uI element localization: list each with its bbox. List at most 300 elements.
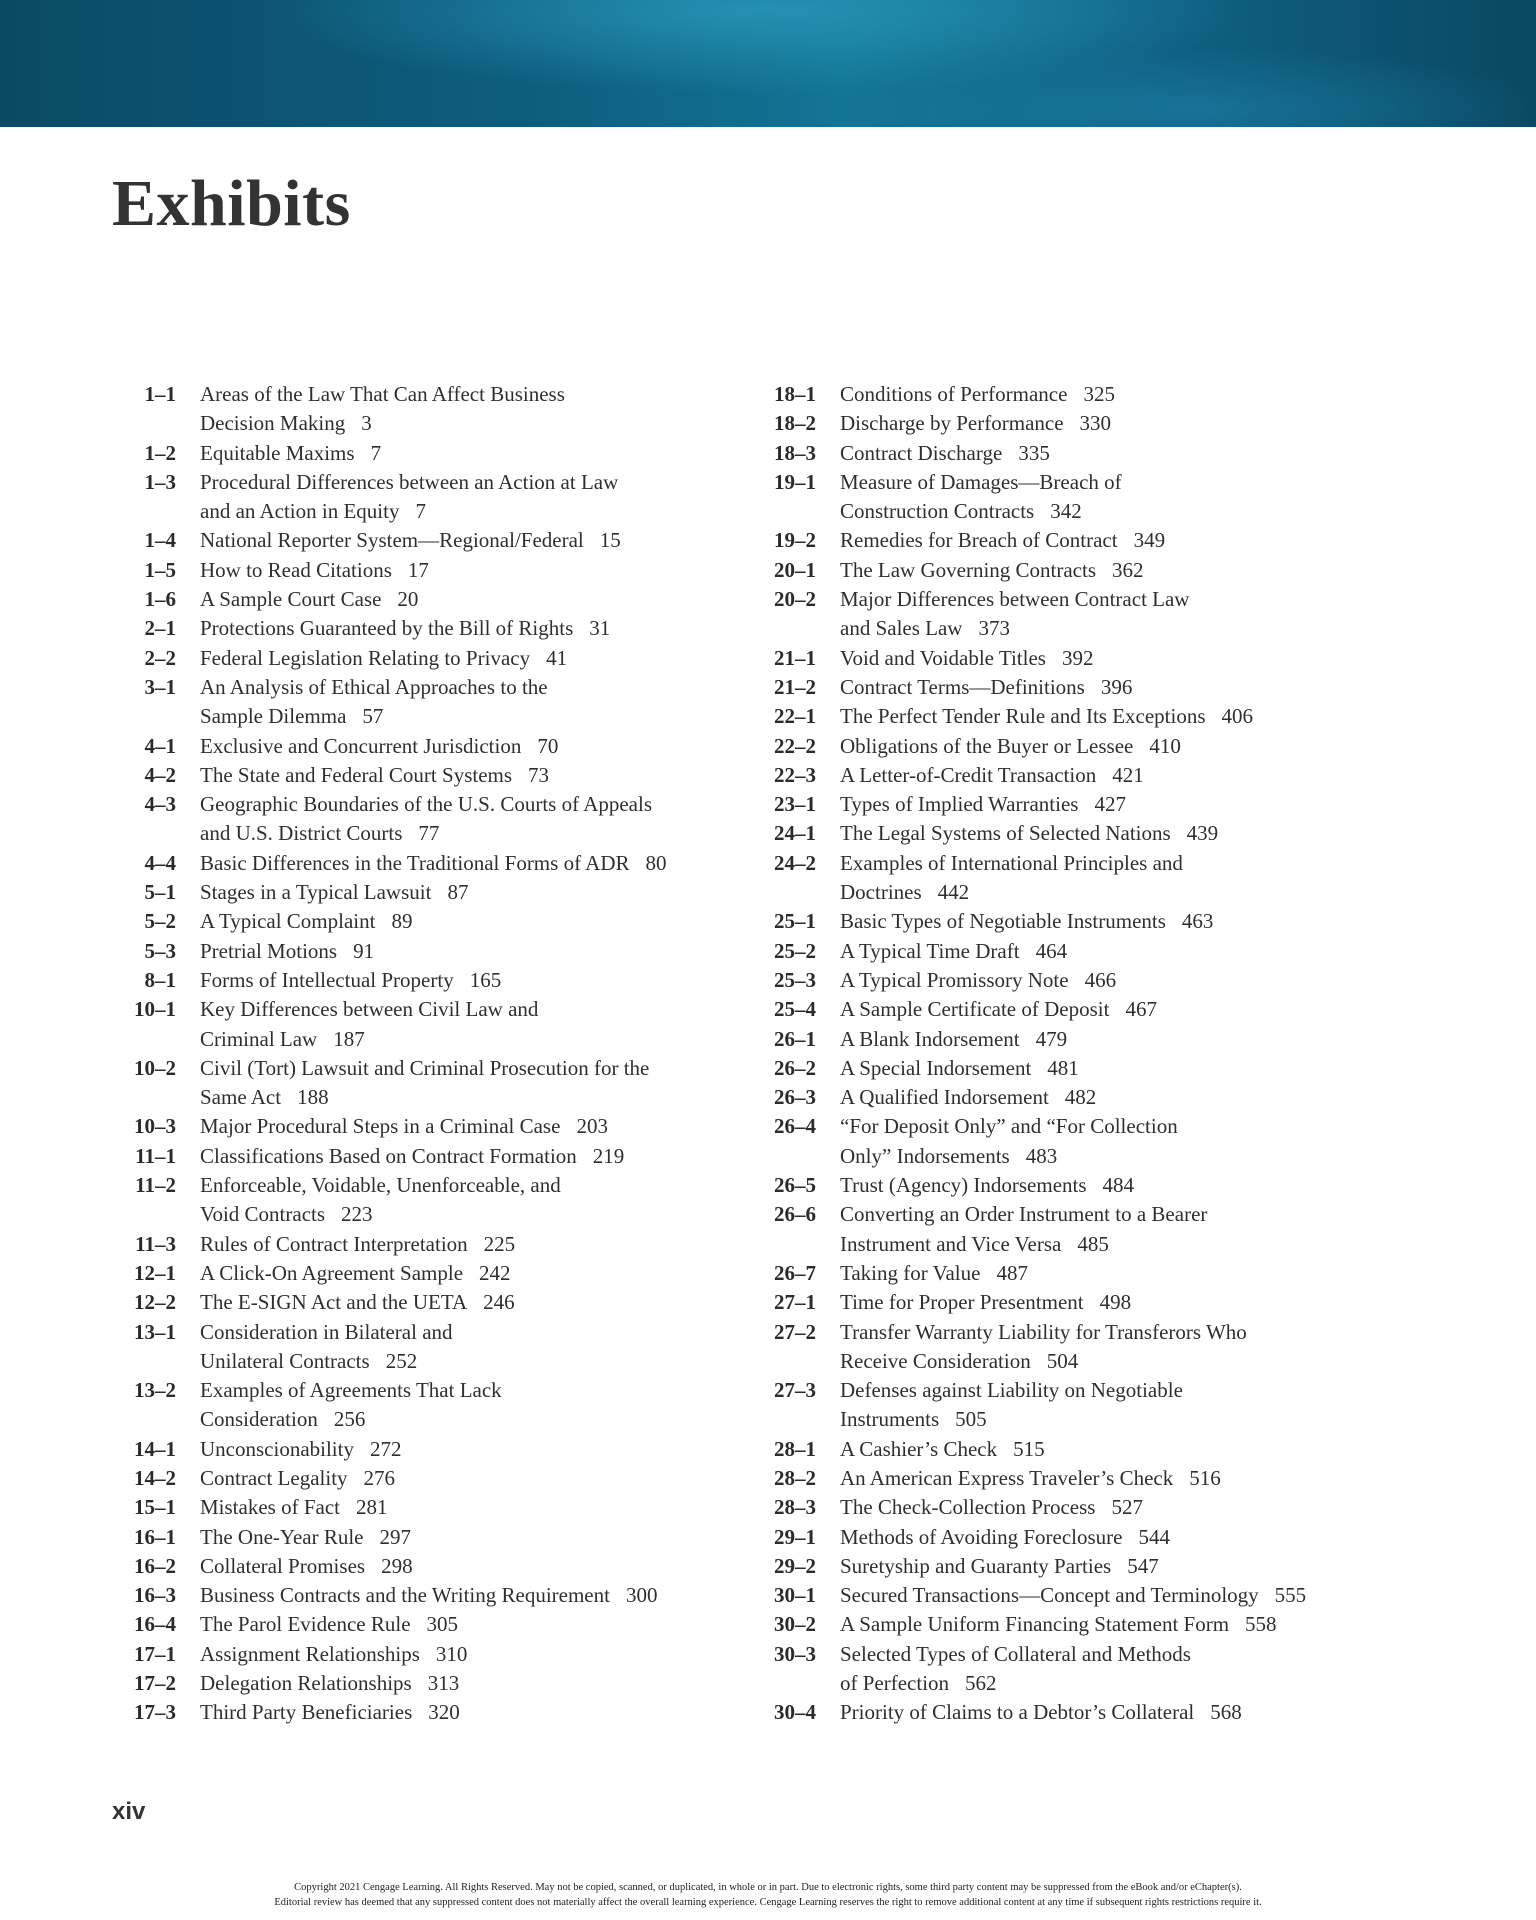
exhibit-title-line (200, 1376, 502, 1405)
exhibit-title (840, 702, 1253, 731)
exhibit-entry (112, 644, 712, 673)
exhibit-title-text: Stages in a Typical Lawsuit (200, 880, 432, 905)
exhibit-title-line (840, 732, 1181, 761)
exhibit-title-line (840, 761, 1144, 790)
exhibit-entry (112, 614, 712, 643)
exhibit-title-text: Major Procedural Steps in a Criminal Case (200, 1114, 561, 1139)
exhibit-number: 12–2 (134, 1290, 176, 1315)
exhibit-entry (752, 849, 1352, 908)
exhibit-title-line (200, 1435, 401, 1464)
exhibit-title-line (840, 644, 1093, 673)
exhibit-page-number: 20 (397, 587, 419, 612)
exhibit-title-line (840, 409, 1111, 438)
exhibit-entry (752, 1259, 1352, 1288)
exhibit-title (200, 1552, 413, 1581)
exhibit-title (200, 1669, 459, 1698)
exhibit-title-line (840, 1200, 1207, 1229)
exhibit-title-line (200, 1347, 453, 1376)
exhibit-page-number: 15 (599, 528, 621, 553)
exhibit-title (840, 1523, 1170, 1552)
exhibit-number: 18–2 (774, 411, 816, 436)
exhibit-number: 26–6 (774, 1202, 816, 1227)
exhibit-title (200, 1054, 649, 1113)
exhibit-title-text: Basic Types of Negotiable Instruments (840, 909, 1166, 934)
exhibit-entry (112, 585, 712, 614)
exhibit-title-text: Enforceable, Voidable, Unenforceable, and (200, 1173, 561, 1198)
exhibit-title-line (200, 1288, 515, 1317)
exhibit-title-text: Major Differences between Contract Law (840, 587, 1190, 612)
exhibit-title (840, 1640, 1191, 1699)
exhibit-page-number: 362 (1112, 557, 1144, 582)
exhibit-title-text: A Typical Complaint (200, 909, 376, 934)
exhibit-number: 4–3 (144, 792, 176, 817)
exhibit-title (200, 1171, 561, 1230)
exhibit-entry (112, 526, 712, 555)
exhibit-title (200, 526, 621, 555)
exhibit-title-line (840, 819, 1218, 848)
exhibit-number: 13–2 (134, 1378, 176, 1403)
exhibit-page-number: 442 (937, 880, 970, 905)
exhibit-title (840, 1435, 1045, 1464)
exhibit-title-line (200, 1610, 458, 1639)
exhibit-entry (112, 1464, 712, 1493)
exhibit-entry (112, 1259, 712, 1288)
exhibit-page-number: 467 (1125, 997, 1157, 1022)
exhibit-entry (112, 1698, 712, 1727)
exhibit-page-number: 484 (1102, 1173, 1135, 1198)
exhibit-entry (112, 1230, 712, 1259)
exhibit-page-number: 547 (1127, 1553, 1159, 1578)
exhibit-title-line (840, 439, 1050, 468)
exhibit-title-text: The Check-Collection Process (840, 1495, 1096, 1520)
exhibit-title-text: A Typical Time Draft (840, 938, 1020, 963)
exhibit-title-text: Classifications Based on Contract Formation (200, 1143, 577, 1168)
exhibit-page-number: 272 (369, 1436, 402, 1461)
exhibit-title-text: Forms of Intellectual Property (200, 967, 454, 992)
exhibit-title-text: “For Deposit Only” and “For Collection (840, 1114, 1178, 1139)
exhibit-entry (112, 937, 712, 966)
exhibit-page-number: 41 (546, 645, 568, 670)
exhibit-number: 11–2 (135, 1173, 176, 1198)
exhibit-page-number: 223 (341, 1202, 373, 1227)
exhibit-title-line (200, 1054, 649, 1083)
exhibit-title-line (840, 614, 1189, 643)
exhibit-title (840, 1552, 1159, 1581)
exhibit-entry (112, 439, 712, 468)
exhibit-entry (112, 907, 712, 936)
exhibit-title-line (840, 1523, 1170, 1552)
exhibit-title-line (840, 907, 1213, 936)
exhibit-title-line (840, 585, 1189, 614)
exhibit-title-text: National Reporter System—Regional/Federal (200, 528, 584, 553)
exhibit-title (200, 614, 610, 643)
exhibit-title (200, 1288, 515, 1317)
exhibit-title-line (840, 1464, 1221, 1493)
exhibit-entry (112, 1054, 712, 1113)
exhibit-title-text: Taking for Value (840, 1260, 981, 1285)
exhibit-page-number: 562 (965, 1671, 997, 1696)
exhibit-page-number: 481 (1047, 1055, 1079, 1080)
exhibit-number: 25–2 (774, 938, 816, 963)
exhibit-entry (112, 1640, 712, 1669)
exhibit-number: 26–4 (774, 1114, 816, 1139)
exhibit-entry (752, 1288, 1352, 1317)
exhibit-title-line (200, 1493, 387, 1522)
exhibit-number: 1–3 (144, 469, 176, 494)
exhibit-number: 25–1 (774, 909, 816, 934)
exhibit-number: 19–2 (774, 528, 816, 553)
exhibit-title-text: Methods of Avoiding Foreclosure (840, 1524, 1123, 1549)
exhibit-page-number: 421 (1112, 762, 1144, 787)
exhibit-entry (112, 966, 712, 995)
exhibit-entry (752, 439, 1352, 468)
exhibit-title-text: Contract Legality (200, 1465, 348, 1490)
exhibit-title (840, 439, 1050, 468)
exhibit-page-number: 349 (1133, 528, 1166, 553)
exhibit-page-number: 504 (1046, 1348, 1079, 1373)
exhibit-page-number: 396 (1100, 674, 1133, 699)
exhibit-title-line (200, 1640, 467, 1669)
exhibit-title-line (200, 1259, 511, 1288)
exhibit-title (840, 673, 1132, 702)
exhibit-title (200, 907, 412, 936)
exhibit-page-number: 498 (1099, 1290, 1132, 1315)
exhibit-title (840, 849, 1183, 908)
exhibit-title-line (200, 995, 538, 1024)
exhibit-title-text: Same Act (200, 1085, 282, 1110)
exhibit-title-text: Priority of Claims to a Debtor’s Collateral (840, 1700, 1195, 1725)
exhibit-title-text: Consideration in Bilateral and (200, 1319, 453, 1344)
exhibit-title-text: Examples of International Principles and (840, 850, 1183, 875)
exhibit-title-line (840, 1581, 1306, 1610)
page-number: xiv (112, 1798, 146, 1825)
exhibit-page-number: 256 (333, 1407, 366, 1432)
exhibit-title-line (840, 1054, 1079, 1083)
exhibit-entry (112, 1581, 712, 1610)
exhibit-number: 10–1 (134, 997, 176, 1022)
exhibit-title-text: Void and Voidable Titles (840, 645, 1046, 670)
exhibit-page-number: 77 (418, 821, 440, 846)
exhibit-entry (112, 1112, 712, 1141)
exhibit-title-text: Instruments (840, 1407, 940, 1432)
exhibit-title-line (840, 1025, 1067, 1054)
exhibit-title-text: A Blank Indorsement (840, 1026, 1020, 1051)
exhibit-title-text: Suretyship and Guaranty Parties (840, 1553, 1112, 1578)
exhibit-title-text: A Sample Certificate of Deposit (840, 997, 1110, 1022)
exhibit-page-number: 516 (1189, 1465, 1221, 1490)
exhibit-title-line (200, 556, 429, 585)
exhibit-page-number: 188 (297, 1085, 329, 1110)
exhibit-number: 8–1 (144, 967, 176, 992)
exhibit-title-text: Time for Proper Presentment (840, 1290, 1084, 1315)
exhibit-title-text: The Perfect Tender Rule and Its Exceptions (840, 704, 1206, 729)
exhibit-entry (752, 1083, 1352, 1112)
exhibit-entry (752, 380, 1352, 409)
exhibit-title-text: The State and Federal Court Systems (200, 762, 513, 787)
exhibit-entry (752, 556, 1352, 585)
exhibit-page-number: 527 (1111, 1495, 1143, 1520)
exhibit-page-number: 87 (447, 880, 469, 905)
exhibit-page-number: 342 (1050, 499, 1082, 524)
exhibit-title-text: Conditions of Performance (840, 382, 1068, 406)
exhibit-title-line (840, 380, 1115, 409)
exhibit-title (200, 556, 429, 585)
exhibit-title-line (840, 966, 1116, 995)
exhibit-page-number: 515 (1013, 1436, 1045, 1461)
exhibit-title-line (200, 1669, 459, 1698)
exhibit-page-number: 544 (1138, 1524, 1170, 1549)
exhibit-number: 28–1 (774, 1436, 816, 1461)
exhibit-title-line (840, 1610, 1277, 1639)
exhibit-title (840, 468, 1122, 527)
exhibit-title-text: Pretrial Motions (200, 938, 338, 963)
exhibit-page-number: 91 (353, 938, 375, 963)
exhibit-title (200, 790, 652, 849)
exhibit-page-number: 300 (625, 1583, 658, 1608)
exhibit-entry (112, 878, 712, 907)
exhibit-title (200, 1435, 401, 1464)
exhibit-page-number: 313 (427, 1671, 460, 1696)
exhibit-entry (112, 1376, 712, 1435)
exhibit-title-text: Types of Implied Warranties (840, 792, 1079, 817)
exhibit-number: 28–3 (774, 1495, 816, 1520)
exhibit-title-line (200, 409, 565, 438)
exhibit-title-text: Secured Transactions—Concept and Terminology (840, 1583, 1259, 1608)
copyright-line: Copyright 2021 Cengage Learning. All Rights Reserved. May not be copied, scanned, or duplicated, in whole or in part. Due to electronic rights, some third party content may be suppressed from the eBook and/or eChapter(s). (294, 1882, 1242, 1893)
exhibits-list-right (752, 380, 1352, 1728)
exhibit-page-number: 276 (363, 1465, 396, 1490)
exhibit-title-line (200, 1698, 460, 1727)
exhibit-page-number: 80 (645, 850, 667, 875)
exhibit-title (200, 585, 418, 614)
exhibit-number: 13–1 (134, 1319, 176, 1344)
exhibit-number: 4–2 (144, 762, 176, 787)
exhibit-page-number: 165 (469, 967, 502, 992)
exhibit-entry (752, 1318, 1352, 1377)
exhibit-number: 30–2 (774, 1612, 816, 1637)
exhibit-title-text: Basic Differences in the Traditional Forms of ADR (200, 850, 630, 875)
exhibit-page-number: 406 (1221, 704, 1254, 729)
exhibit-entry (752, 526, 1352, 555)
exhibit-title-line (840, 1669, 1191, 1698)
exhibit-title-text: Rules of Contract Interpretation (200, 1231, 468, 1256)
exhibit-number: 20–1 (774, 557, 816, 582)
exhibit-title (200, 1464, 395, 1493)
exhibit-number: 26–2 (774, 1055, 816, 1080)
exhibit-title (200, 1523, 411, 1552)
exhibit-title-line (200, 380, 565, 409)
exhibit-entry (752, 1523, 1352, 1552)
exhibit-entry (112, 380, 712, 439)
exhibit-title (840, 1376, 1183, 1435)
exhibit-title (200, 1259, 511, 1288)
exhibit-title-line (200, 1142, 624, 1171)
exhibit-title-line (840, 995, 1157, 1024)
exhibit-page-number: 246 (483, 1290, 515, 1315)
exhibit-title (840, 761, 1144, 790)
exhibit-title-text: Remedies for Breach of Contract (840, 528, 1118, 553)
exhibit-title (840, 790, 1126, 819)
exhibit-page-number: 325 (1083, 382, 1115, 406)
exhibit-number: 27–3 (774, 1378, 816, 1403)
exhibit-number: 26–5 (774, 1173, 816, 1198)
exhibit-title-text: Void Contracts (200, 1202, 326, 1227)
exhibit-entry (752, 1552, 1352, 1581)
exhibit-number: 10–3 (134, 1114, 176, 1139)
exhibit-title-line (840, 1259, 1028, 1288)
exhibit-entry (752, 1493, 1352, 1522)
exhibit-page-number: 242 (479, 1260, 511, 1285)
exhibit-number: 20–2 (774, 587, 816, 612)
exhibit-title-text: Criminal Law (200, 1026, 318, 1051)
exhibit-title-text: Civil (Tort) Lawsuit and Criminal Prosecution for the (200, 1055, 650, 1080)
exhibit-title-text: Sample Dilemma (200, 704, 347, 729)
page-title: Exhibits (112, 167, 351, 240)
exhibit-title-line (840, 1288, 1131, 1317)
exhibit-number: 1–5 (144, 557, 176, 582)
exhibit-number: 26–7 (774, 1260, 816, 1285)
exhibit-entry (752, 1025, 1352, 1054)
exhibit-page-number: 483 (1025, 1143, 1058, 1168)
exhibit-entry (752, 790, 1352, 819)
exhibit-title-line (840, 1552, 1159, 1581)
exhibit-number: 23–1 (774, 792, 816, 817)
exhibit-title-line (200, 1464, 395, 1493)
exhibit-title (840, 556, 1144, 585)
exhibit-title-line (840, 1347, 1247, 1376)
exhibit-title-line (200, 1581, 657, 1610)
exhibit-number: 16–3 (134, 1583, 176, 1608)
exhibit-title (840, 1054, 1079, 1083)
exhibit-page-number: 373 (978, 616, 1010, 641)
exhibit-number: 3–1 (144, 674, 176, 699)
exhibit-title (840, 380, 1115, 409)
exhibit-title-text: Defenses against Liability on Negotiable (840, 1378, 1183, 1403)
exhibit-entry (112, 1669, 712, 1698)
exhibit-number: 17–1 (134, 1641, 176, 1666)
exhibit-entry (112, 1610, 712, 1639)
exhibit-title-text: Discharge by Performance (840, 411, 1064, 436)
exhibit-number: 14–1 (134, 1436, 176, 1461)
exhibit-title-line (200, 673, 548, 702)
exhibit-title-text: Construction Contracts (840, 499, 1035, 524)
exhibit-number: 30–4 (774, 1700, 816, 1725)
exhibit-number: 29–1 (774, 1524, 816, 1549)
exhibit-number: 11–1 (135, 1143, 176, 1168)
exhibit-title-text: of Perfection (840, 1671, 950, 1696)
exhibit-entry (752, 468, 1352, 527)
exhibit-title-line (200, 849, 667, 878)
exhibit-page-number: 555 (1274, 1583, 1307, 1608)
exhibit-title-line (200, 702, 548, 731)
exhibit-number: 18–3 (774, 440, 816, 465)
exhibit-title-text: Transfer Warranty Liability for Transferors Who (840, 1319, 1247, 1344)
exhibit-entry (112, 790, 712, 849)
exhibit-title (200, 966, 501, 995)
exhibit-title-line (200, 1405, 502, 1434)
exhibit-page-number: 392 (1061, 645, 1094, 670)
exhibit-number: 2–2 (144, 645, 176, 670)
exhibit-page-number: 3 (361, 411, 372, 436)
exhibit-title-line (200, 1200, 561, 1229)
exhibit-title-text: Mistakes of Fact (200, 1495, 340, 1520)
exhibit-number: 16–2 (134, 1553, 176, 1578)
exhibit-title-line (840, 1083, 1096, 1112)
exhibit-title-text: Business Contracts and the Writing Requirement (200, 1583, 610, 1608)
exhibit-title-line (200, 1552, 413, 1581)
exhibit-page-number: 427 (1094, 792, 1126, 817)
exhibit-title (840, 1171, 1134, 1200)
exhibit-page-number: 487 (996, 1260, 1028, 1285)
exhibit-title-text: An Analysis of Ethical Approaches to the (200, 674, 548, 699)
exhibit-number: 2–1 (144, 616, 176, 641)
exhibit-title-line (200, 878, 468, 907)
exhibit-number: 18–1 (774, 382, 816, 406)
exhibit-entry (752, 907, 1352, 936)
exhibits-list-left (112, 380, 712, 1728)
exhibit-title-text: Contract Discharge (840, 440, 1003, 465)
exhibit-page-number: 203 (576, 1114, 608, 1139)
exhibit-title-line (840, 497, 1122, 526)
exhibit-page-number: 298 (381, 1553, 413, 1578)
exhibit-number: 26–1 (774, 1026, 816, 1051)
header-banner (0, 0, 1536, 127)
exhibit-title-text: Equitable Maxims (200, 440, 355, 465)
exhibit-entry (752, 644, 1352, 673)
exhibit-title-line (840, 1318, 1247, 1347)
exhibit-number: 5–3 (144, 938, 176, 963)
exhibit-title-line (840, 556, 1144, 585)
exhibit-entry (752, 819, 1352, 848)
exhibit-title-text: Selected Types of Collateral and Methods (840, 1641, 1191, 1666)
exhibit-title (840, 1259, 1028, 1288)
exhibit-entry (752, 937, 1352, 966)
exhibit-title (840, 937, 1067, 966)
exhibit-title-text: The Legal Systems of Selected Nations (840, 821, 1171, 846)
exhibit-title-text: and an Action in Equity (200, 499, 400, 524)
exhibit-number: 11–3 (135, 1231, 176, 1256)
exhibit-title-line (840, 1405, 1183, 1434)
exhibit-title-line (840, 1435, 1045, 1464)
exhibit-title (840, 1200, 1207, 1259)
exhibit-title-line (840, 1171, 1134, 1200)
exhibit-title-text: Protections Guaranteed by the Bill of Rights (200, 616, 574, 641)
exhibit-number: 17–3 (134, 1700, 176, 1725)
exhibit-title (200, 995, 538, 1054)
exhibit-title-line (840, 1493, 1143, 1522)
exhibit-title-text: A Letter-of-Credit Transaction (840, 762, 1097, 787)
exhibit-entry (752, 409, 1352, 438)
exhibit-title (840, 1698, 1242, 1727)
exhibit-entry (112, 1142, 712, 1171)
exhibit-page-number: 482 (1064, 1085, 1097, 1110)
exhibit-number: 17–2 (134, 1671, 176, 1696)
exhibit-title-text: The Law Governing Contracts (840, 557, 1097, 582)
exhibit-title (200, 439, 381, 468)
exhibit-number: 24–1 (774, 821, 816, 846)
exhibit-title (200, 644, 567, 673)
exhibit-entry (112, 732, 712, 761)
exhibit-page-number: 466 (1084, 967, 1117, 992)
exhibit-title (840, 819, 1218, 848)
exhibit-page-number: 252 (385, 1348, 418, 1373)
exhibit-number: 12–1 (134, 1260, 176, 1285)
exhibit-title-text: Trust (Agency) Indorsements (840, 1173, 1087, 1198)
exhibit-title-text: Areas of the Law That Can Affect Business (200, 382, 565, 406)
exhibit-number: 21–2 (774, 674, 816, 699)
exhibit-title-line (840, 1376, 1183, 1405)
exhibit-title-line (200, 614, 610, 643)
